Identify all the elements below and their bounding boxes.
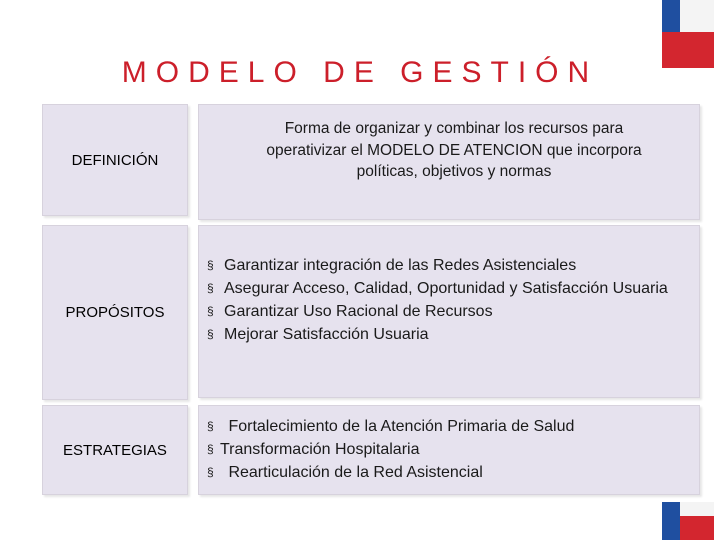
- definicion-content-box: [198, 104, 700, 220]
- bullet-icon: §: [207, 419, 214, 433]
- list-item: § Fortalecimiento de la Atención Primaria de Salud: [207, 415, 691, 438]
- propositos-label: PROPÓSITOS: [65, 304, 165, 321]
- list-item: § Asegurar Acceso, Calidad, Oportunidad y Satisfacción Usuaria: [207, 277, 691, 300]
- estrategias-content-box: [198, 405, 700, 495]
- definicion-text: Forma de organizar y combinar los recursos para operativizar el MODELO DE ATENCION que incorpora políticas, objetivos y normas: [266, 120, 642, 180]
- definicion-label: DEFINICIÓN: [71, 151, 159, 169]
- bullet-icon: §: [207, 442, 214, 456]
- list-item: § Transformación Hospitalaria: [207, 438, 691, 461]
- propositos-list: [207, 254, 691, 346]
- estrategias-label-box: [42, 405, 188, 495]
- page-title: MODELO DE GESTIÓN: [121, 56, 599, 89]
- propositos-content-box: [198, 225, 700, 398]
- estrategias-label: ESTRATEGIAS: [63, 441, 167, 459]
- propositos-label-box: [42, 225, 188, 400]
- bullet-icon: §: [207, 465, 214, 479]
- estrategias-list: [207, 415, 691, 484]
- bullet-icon: §: [207, 304, 214, 318]
- list-item: § Garantizar integración de las Redes Asistenciales: [207, 254, 691, 277]
- chile-flag-logo-bottom: [662, 502, 714, 540]
- list-item: § Mejorar Satisfacción Usuaria: [207, 323, 691, 346]
- list-item: § Garantizar Uso Racional de Recursos: [207, 300, 691, 323]
- list-item: § Rearticulación de la Red Asistencial: [207, 461, 691, 484]
- bullet-icon: §: [207, 327, 214, 341]
- bullet-icon: §: [207, 281, 214, 295]
- definicion-label-box: [42, 104, 188, 216]
- bullet-icon: §: [207, 258, 214, 272]
